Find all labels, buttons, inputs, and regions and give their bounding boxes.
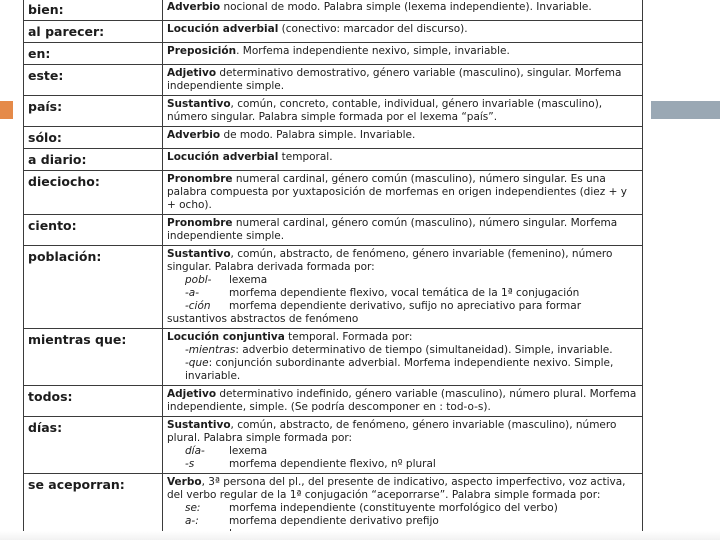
description-text: , común, concreto, contable, individual, género invariable (masculino), número singular. Palabra simple formada por el lexema “país”. [167,98,603,123]
morphology-table [23,0,643,540]
category-label: Preposición [167,45,237,57]
category-label: Sustantivo [167,419,231,431]
category-label: Pronombre [167,173,233,185]
category-label: Pronombre [167,217,233,229]
description-cell [163,417,643,474]
description-continuation: sustantivos abstractos de fenómeno [167,313,359,325]
category-label: Sustantivo [167,98,231,110]
morpheme-line [167,300,638,313]
term-cell: sólo: [24,127,163,149]
morpheme: se: [185,502,201,514]
description-text: de modo. Palabra simple. Invariable. [220,129,416,141]
category-label: Adverbio [167,129,221,141]
term-cell: a diario: [24,149,163,171]
morpheme-description: morfema dependiente derivativo, sufijo no apreciativo para formar [229,300,582,312]
morpheme-description: morfema dependiente flexivo, vocal temática de la 1ª conjugación [229,287,580,299]
table-row [24,417,643,474]
category-label: Locución adverbial [167,151,279,163]
table-row [24,0,643,21]
table-row [24,215,643,246]
morpheme-description: morfema independiente (constituyente morfológico del verbo) [229,502,558,514]
description-cell [163,21,643,43]
description-cell [163,127,643,149]
description-cell [163,246,643,329]
description-text: , 3ª persona del pl., del presente de indicativo, aspecto imperfectivo, voz activa, del verbo regular de la 1ª conjugación “aceporrarse”. Palabra simple formada por: [167,476,626,501]
term-cell: días: [24,417,163,474]
description-cell [163,65,643,96]
slide-bottom-edge [0,531,720,540]
term-cell: se aceporran: [24,474,163,540]
morpheme-line [167,357,638,383]
description-text: , común, abstracto, de fenómeno, género invariable (femenino), número singular. Palabra derivada formada por: [167,248,613,273]
description-text: nocional de modo. Palabra simple (lexema independiente). Invariable. [220,1,592,13]
term-cell: bien: [24,0,163,21]
table-row [24,246,643,329]
table-row [24,96,643,127]
morpheme-line [167,287,638,300]
term-cell: todos: [24,386,163,417]
description-cell [163,215,643,246]
slide-accent-left [0,101,13,119]
morpheme: a-: [185,515,199,527]
term-cell: en: [24,43,163,65]
morpheme: -que [185,357,209,369]
category-label: Sustantivo [167,248,231,260]
morpheme-line [167,458,638,471]
description-text: numeral cardinal, género común (masculino), número singular. Es una palabra compuesta por yuxtaposición de morfemas en origen independientes (diez + y + ocho). [167,173,627,211]
morpheme-line [167,502,638,515]
description-cell [163,149,643,171]
category-label: Locución adverbial [167,23,279,35]
morpheme-line [167,445,638,458]
morpheme-line [167,344,638,357]
morpheme: -ción [185,300,211,312]
morpheme: -a- [185,287,200,299]
category-label: Verbo [167,476,202,488]
description-text: temporal. [278,151,333,163]
slide-accent-right [651,101,720,119]
table-row [24,149,643,171]
term-cell: dieciocho: [24,171,163,215]
morpheme-description: morfema dependiente flexivo, nº plural [229,458,436,470]
table-row [24,386,643,417]
description-text: determinativo indefinido, género variable (masculino), número plural. Morfema independiente, simple. (Se podría descomponer en : tod-o-s). [167,388,637,413]
morpheme-description: lexema [229,445,268,457]
term-cell: población: [24,246,163,329]
table-row [24,127,643,149]
table-row [24,329,643,386]
category-label: Adjetivo [167,388,217,400]
table-row [24,43,643,65]
description-cell [163,0,643,21]
morpheme: pobl- [185,274,212,286]
morpheme: día- [185,445,205,457]
description-text: numeral cardinal, género común (masculino), número singular. Morfema independiente simple. [167,217,618,242]
description-cell [163,171,643,215]
term-cell: al parecer: [24,21,163,43]
description-text: , común, abstracto, de fenómeno, género invariable (masculino), número plural. Palabra simple formada por: [167,419,617,444]
term-cell: este: [24,65,163,96]
description-cell [163,96,643,127]
description-text: (conectivo: marcador del discurso). [278,23,468,35]
term-cell: mientras que: [24,329,163,386]
morpheme: -mientras [185,344,236,356]
description-text: determinativo demostrativo, género variable (masculino), singular. Morfema independiente simple. [167,67,622,92]
morpheme: -s [185,458,195,470]
table-row [24,171,643,215]
table-row [24,21,643,43]
morpheme-description: : conjunción subordinante adverbial. Morfema independiente nexivo. Simple, invariable. [185,357,614,382]
morpheme-description: : adverbio determinativo de tiempo (simultaneidad). Simple, invariable. [235,344,613,356]
category-label: Locución conjuntiva [167,331,285,343]
description-cell [163,329,643,386]
morpheme-line [167,515,638,528]
term-cell: país: [24,96,163,127]
morpheme-description: lexema [229,274,268,286]
category-label: Adverbio [167,1,221,13]
term-cell: ciento: [24,215,163,246]
description-text: . Morfema independiente nexivo, simple, invariable. [236,45,510,57]
morpheme-line [167,274,638,287]
description-text: temporal. Formada por: [284,331,413,343]
table-row [24,65,643,96]
morpheme-description: morfema dependiente derivativo prefijo [229,515,439,527]
description-cell [163,43,643,65]
description-cell [163,386,643,417]
category-label: Adjetivo [167,67,217,79]
